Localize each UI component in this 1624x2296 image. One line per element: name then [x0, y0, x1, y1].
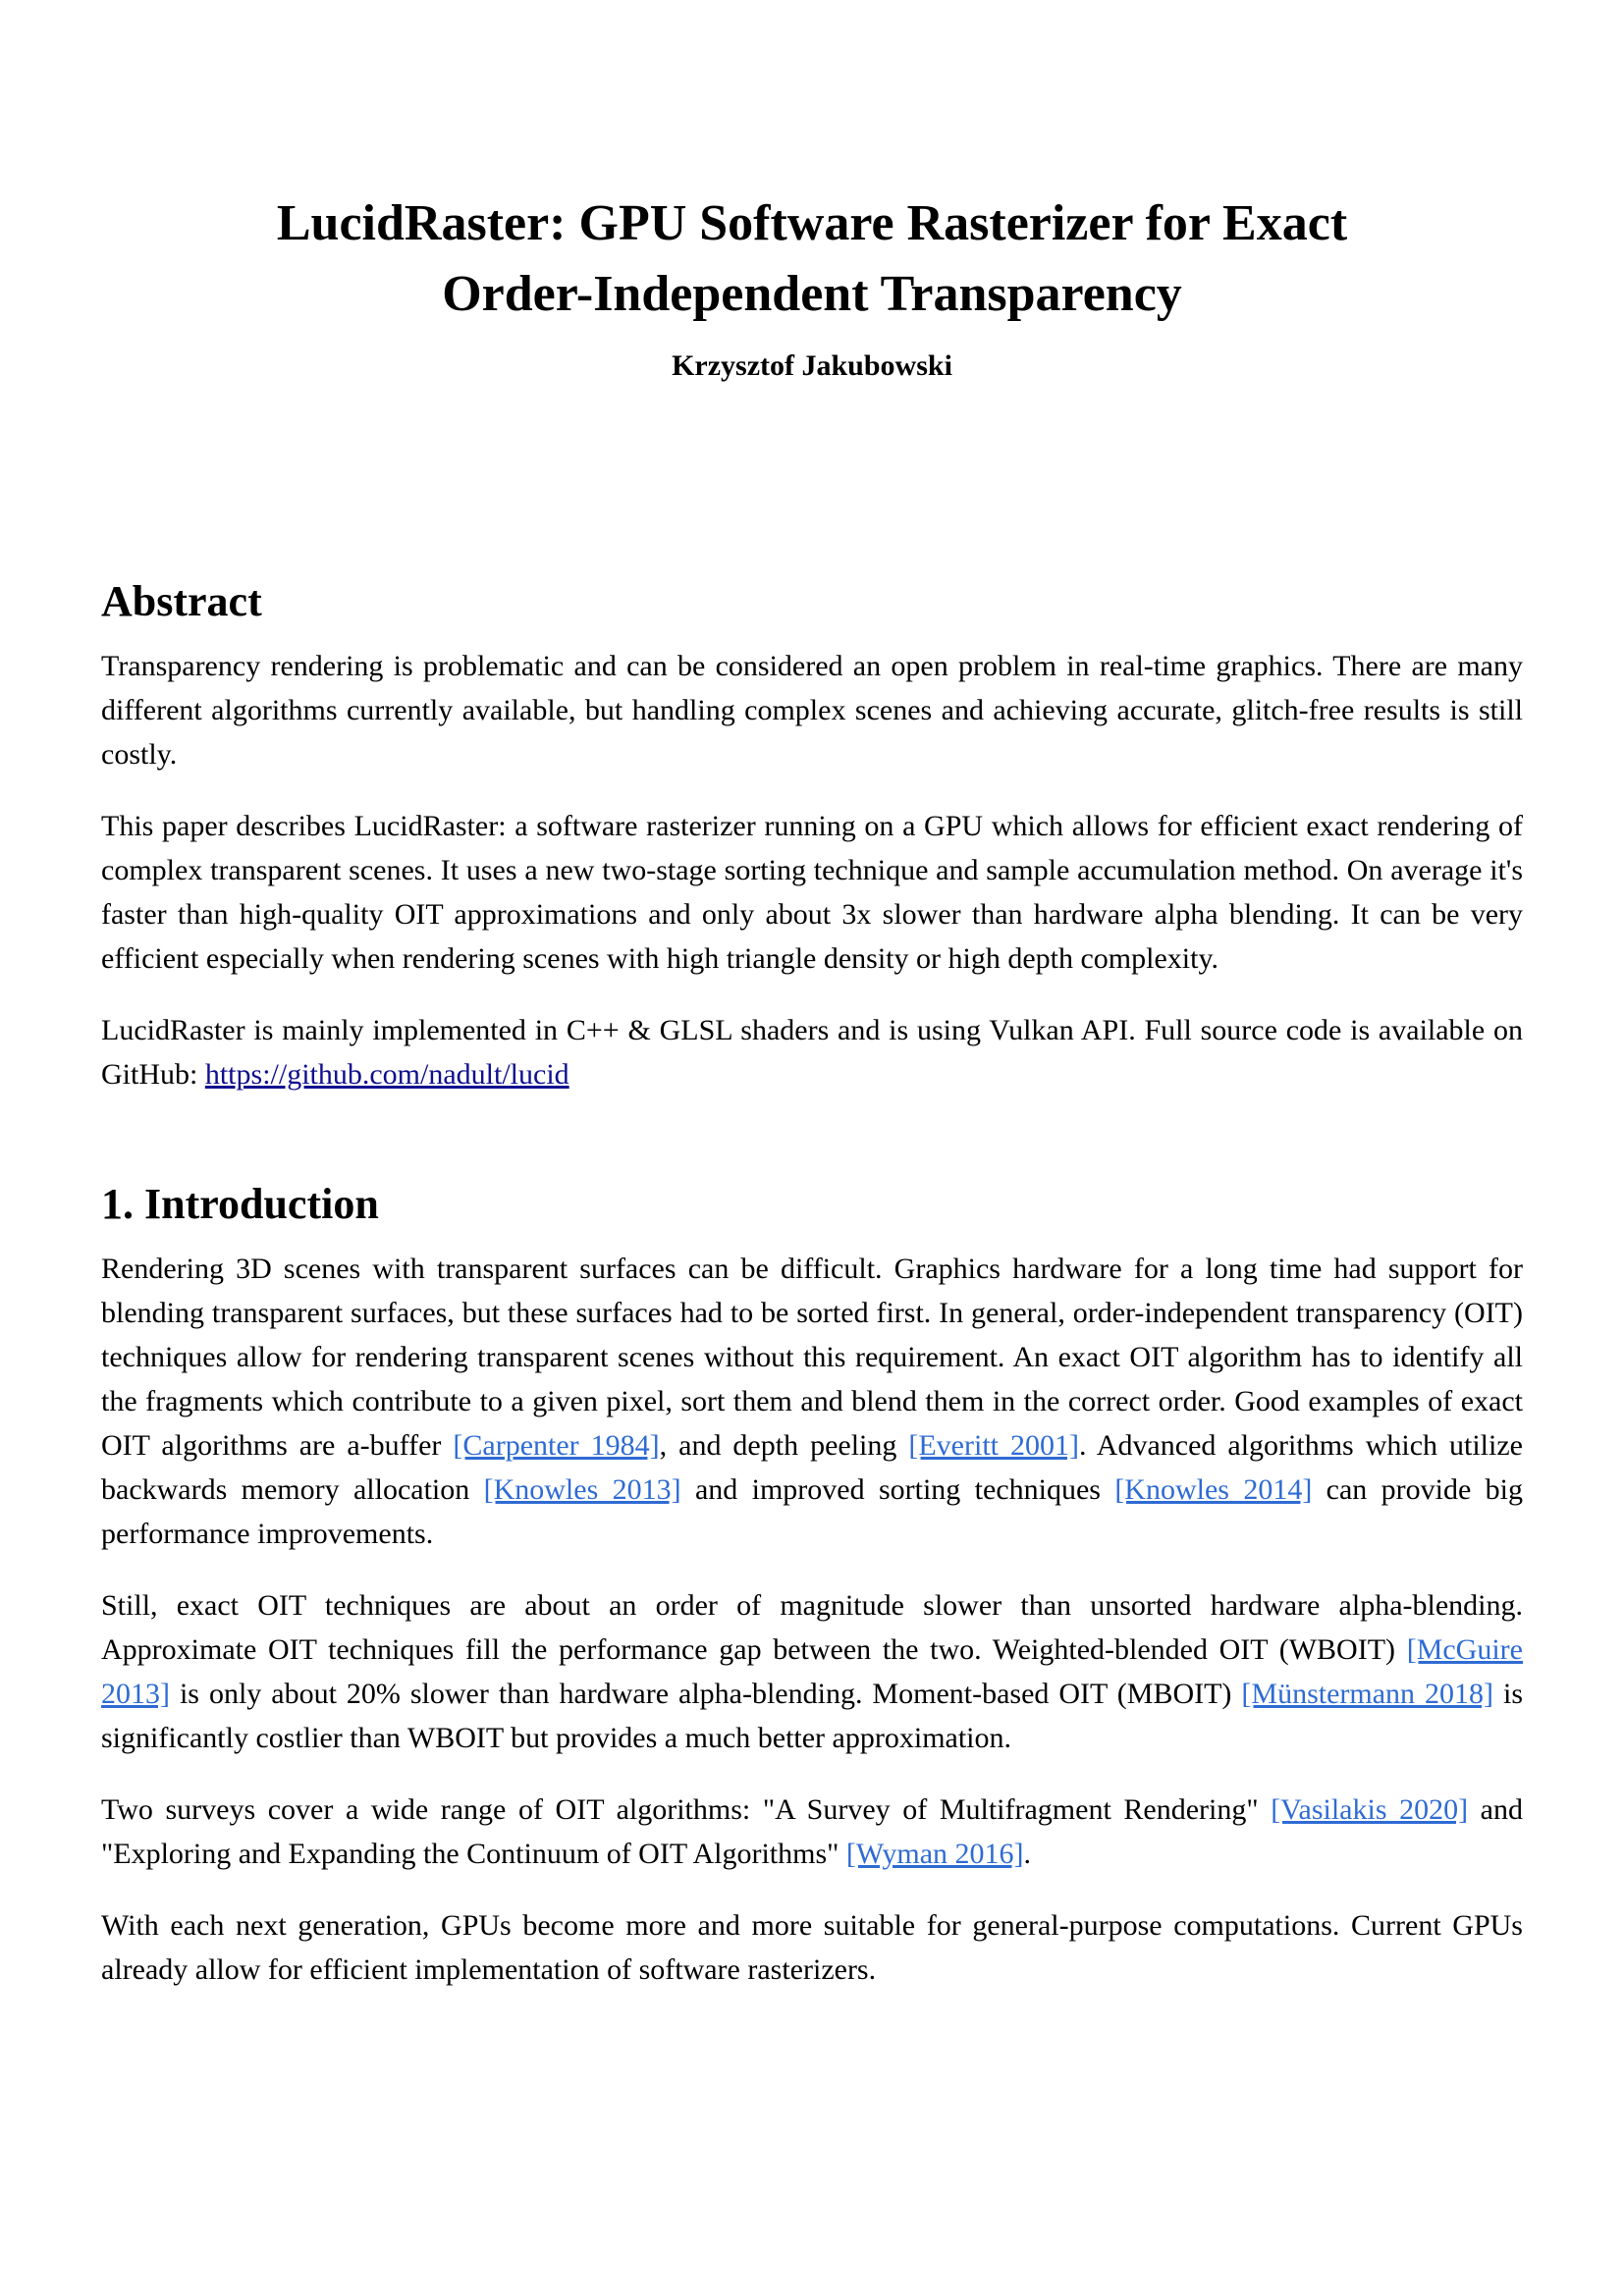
introduction-paragraph-2: Still, exact OIT techniques are about an order of magnitude slower than unsorted hardware alpha-blending. Approximate OIT techniques fill the performance gap between the two. Weighted-blended OIT (WBOIT) [McGuire 2013] is only about 20% slower than hardware alpha-blending. Moment-based OIT (MBOIT) [Münstermann 2018] is significantly costlier than WBOIT but provides a much better approximation.: [101, 1588, 1524, 1754]
external-url-link[interactable]: https://github.com/nadult/lucid: [204, 1057, 569, 1091]
citation-link[interactable]: [Wyman 2016]: [845, 1837, 1024, 1870]
citation-link[interactable]: [Carpenter 1984]: [453, 1428, 660, 1462]
paper-title: [101, 188, 1523, 330]
citation-link[interactable]: [McGuire 2013]: [101, 1632, 1523, 1710]
introduction-paragraph-1: Rendering 3D scenes with transparent surfaces can be difficult. Graphics hardware for a long time had support for blending transparent surfaces, but these surfaces had to be sorted first. In general, order-independent transparency (OIT) techniques allow for rendering transparent scenes without this requirement. An exact OIT algorithm has to identify all the fragments which contribute to a given pixel, sort them and blend them in the correct order. Good examples of exact OIT algorithms are a-buffer [Carpenter 1984], and depth peeling [Everitt 2001]. Advanced algorithms which utilize backwards memory allocation [Knowles 2013] and improved sorting techniques [Knowles 2014] can provide big performance improvements.: [101, 1252, 1523, 1550]
citation-link[interactable]: [Knowles 2013]: [483, 1472, 681, 1506]
paper-title-line1: LucidRaster: GPU Software Rasterizer for Exact: [276, 195, 1348, 251]
abstract-paragraph-2: This paper describes LucidRaster: a software rasterizer running on a GPU which allows for efficient exact rendering of complex transparent scenes. It uses a new two-stage sorting technique and sample accumulation method. On average it's faster than high-quality OIT approximations and only about 3x slower than hardware alpha blending. It can be very efficient especially when rendering scenes with high triangle density or high depth complexity.: [101, 809, 1523, 975]
abstract-paragraph-3: LucidRaster is mainly implemented in C++ & GLSL shaders and is using Vulkan API. Full source code is available on GitHub: https://github.com/nadult/lucid: [101, 1013, 1523, 1091]
section-heading-abstract: Abstract: [101, 577, 262, 625]
citation-link[interactable]: [Everitt 2001]: [908, 1428, 1079, 1462]
citation-link[interactable]: [Münstermann 2018]: [1241, 1677, 1494, 1710]
citation-link[interactable]: [Vasilakis 2020]: [1271, 1792, 1469, 1826]
paper-author: Krzysztof Jakubowski: [672, 348, 952, 382]
section-heading-introduction: 1. Introduction: [101, 1179, 379, 1228]
citation-link[interactable]: [Knowles 2014]: [1114, 1472, 1313, 1506]
introduction-paragraph-3: Two surveys cover a wide range of OIT algorithms: "A Survey of Multifragment Rendering" [Vasilakis 2020] and "Exploring and Expanding the Continuum of OIT Algorithms" [Wyman 2016].: [101, 1792, 1523, 1870]
paper-title-line2: Order-Independent Transparency: [442, 265, 1182, 322]
introduction-paragraph-4: With each next generation, GPUs become more and more suitable for general-purpose computations. Current GPUs already allow for efficient implementation of software rasterizers.: [101, 1908, 1523, 1986]
abstract-paragraph-1: Transparency rendering is problematic and can be considered an open problem in real-time graphics. There are many different algorithms currently available, but handling complex scenes and achieving accurate, glitch-free results is still costly.: [101, 649, 1523, 771]
